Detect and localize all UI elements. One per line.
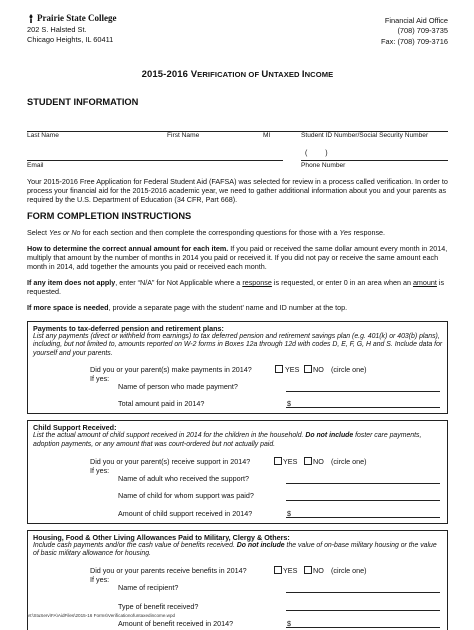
- no-checkbox[interactable]: [304, 365, 312, 373]
- yes-label: YES: [283, 456, 298, 466]
- section-title: Payments to tax-deferred pension and retirement plans:: [33, 323, 224, 333]
- child-support-section: [27, 420, 448, 523]
- field-label: Name of person who made payment?: [118, 382, 238, 392]
- pension-section: [27, 321, 448, 415]
- section-note: List any payments (direct or withheld from earnings) to tax deferred pension and retirement savings plan (e.g. 401(k) or 403(b) plans), including, but not limited to, amounts reported on W-2 forms in Boxes 12a through 12d with codes D, E, F, G, H and S. Include data for yourself and your parents.: [33, 332, 443, 357]
- more-space-paragraph: If more space is needed, provide a separate page with the student’ name and ID number at the top.: [27, 303, 348, 313]
- if-yes-label: If yes:: [90, 465, 110, 475]
- student-info-heading: STUDENT INFORMATION: [27, 96, 139, 107]
- field-label: Total amount paid in 2014?: [118, 399, 205, 409]
- section-note: List the actual amount of child support received in 2014 for the children in the household. Do not include foster care payments, adoption payments, or any amount that was court-ordered but not actually paid.: [33, 432, 422, 449]
- college-name: Prairie State College: [37, 13, 117, 23]
- office-contact-block: [381, 12, 448, 47]
- payer-name-field[interactable]: [286, 391, 440, 392]
- no-checkbox[interactable]: [304, 457, 312, 465]
- child-name-field[interactable]: [286, 500, 440, 501]
- field-label: Name of child for whom support was paid?: [118, 490, 254, 500]
- benefit-amount-field[interactable]: [286, 627, 440, 628]
- yes-label: YES: [285, 365, 300, 375]
- field-row: [33, 465, 443, 486]
- field-label: Amount of benefit received in 2014?: [118, 618, 234, 628]
- mi-label: MI: [263, 131, 271, 139]
- if-yes-label: If yes:: [90, 574, 110, 584]
- question-text: Did you or your parent(s) make payments in 2014?: [90, 365, 252, 375]
- torch-icon: [27, 14, 35, 23]
- dollar-sign: $: [287, 618, 291, 628]
- no-label: NO: [313, 565, 324, 575]
- phone-parens: ( ): [305, 149, 336, 157]
- phone-label: Phone Number: [301, 161, 346, 169]
- no-label: NO: [313, 456, 324, 466]
- field-row: [33, 394, 443, 410]
- circle-one-label: (circle one): [331, 565, 367, 575]
- field-row: [33, 374, 443, 394]
- address-line-1: 202 S. Halsted St.: [27, 24, 87, 34]
- first-name-label: First Name: [167, 131, 200, 139]
- field-row: [33, 486, 443, 504]
- yes-label: YES: [283, 565, 298, 575]
- circle-one-label: (circle one): [331, 456, 367, 466]
- contact-fields: [27, 143, 448, 161]
- benefit-type-field[interactable]: [286, 610, 440, 611]
- dollar-sign: $: [287, 508, 291, 518]
- section-title: Child Support Received:: [33, 423, 117, 433]
- field-row: [33, 574, 443, 596]
- letterhead: [27, 12, 448, 47]
- how-to-determine-paragraph: How to determine the correct annual amount for each item. If you paid or received the same dollar amount every month in 2014, multiply that amount by the number of months in 2014 you paid or received it. If you did not pay or receive the same amount each month in 2014, add together the amounts you paid or received each month.: [27, 243, 448, 272]
- no-checkbox[interactable]: [304, 566, 312, 574]
- field-label: Name of recipient?: [118, 582, 179, 592]
- office-fax: Fax: (708) 709-3716: [381, 36, 448, 46]
- page-title: 2015-2016 VERIFICATION OF UNTAXED INCOME: [141, 69, 334, 81]
- college-logo: [27, 12, 116, 25]
- if-yes-label: If yes:: [90, 374, 110, 384]
- question-text: Did you or your parents receive benefits in 2014?: [90, 565, 247, 575]
- select-instruction: Select Yes or No for each section and then complete the corresponding questions for those with a Yes response.: [27, 227, 386, 237]
- circle-one-label: (circle one): [331, 365, 367, 375]
- intro-paragraph: Your 2015-2016 Free Application for Federal Student Aid (FAFSA) was selected for review in a process called verification. In order to process your financial aid for the 2015-2016 academic year, we need to gather additional information about you and your parents as required by the U.S. Department of Education (34 CFR, Part 668).: [27, 176, 448, 204]
- name-labels-row: [27, 132, 448, 143]
- name-fields[interactable]: [27, 121, 448, 132]
- section-title: Housing, Food & Other Living Allowances Paid to Military, Clergy & Others:: [33, 532, 290, 542]
- adult-name-field[interactable]: [286, 483, 440, 484]
- child-support-amount-field[interactable]: [286, 517, 440, 518]
- section-note: Include cash payments and/or the cash value of benefits received. Do not include the value of on-base military housing or the value of basic military allowance for housing.: [33, 541, 437, 558]
- field-row: [33, 504, 443, 520]
- yes-checkbox[interactable]: [274, 566, 282, 574]
- field-label: Name of adult who received the support?: [118, 473, 250, 483]
- last-name-label: Last Name: [27, 131, 59, 139]
- instructions-heading: FORM COMPLETION INSTRUCTIONS: [27, 210, 192, 221]
- office-name: Financial Aid Office: [384, 16, 448, 25]
- office-phone: (708) 709-3735: [397, 26, 448, 36]
- not-applicable-paragraph: If any item does not apply, enter “N/A” for Not Applicable where a response is requested, or enter 0 in an area when an amount is requested.: [27, 278, 445, 297]
- contact-labels-row: [27, 161, 448, 172]
- field-label: Type of benefit received?: [118, 601, 199, 611]
- field-label: Amount of child support received in 2014?: [118, 508, 253, 518]
- amount-paid-field[interactable]: [286, 407, 440, 408]
- email-label: Email: [27, 161, 44, 169]
- field-row: [33, 596, 443, 614]
- yes-checkbox[interactable]: [275, 365, 283, 373]
- student-id-label: Student ID Number/Social Security Number: [301, 131, 429, 139]
- no-label: NO: [313, 365, 324, 375]
- yes-checkbox[interactable]: [274, 457, 282, 465]
- college-address-block: [27, 12, 116, 47]
- recipient-name-field[interactable]: [286, 592, 440, 593]
- address-line-2: Chicago Heights, IL 60411: [27, 34, 114, 44]
- dollar-sign: $: [287, 399, 291, 409]
- file-path-footer: M:\StuServ\FA\AidFiles\2015-16 Forms\Verificationofuntaxedincome.wpd: [27, 613, 176, 618]
- question-text: Did you or your parent(s) receive support in 2014?: [90, 456, 251, 466]
